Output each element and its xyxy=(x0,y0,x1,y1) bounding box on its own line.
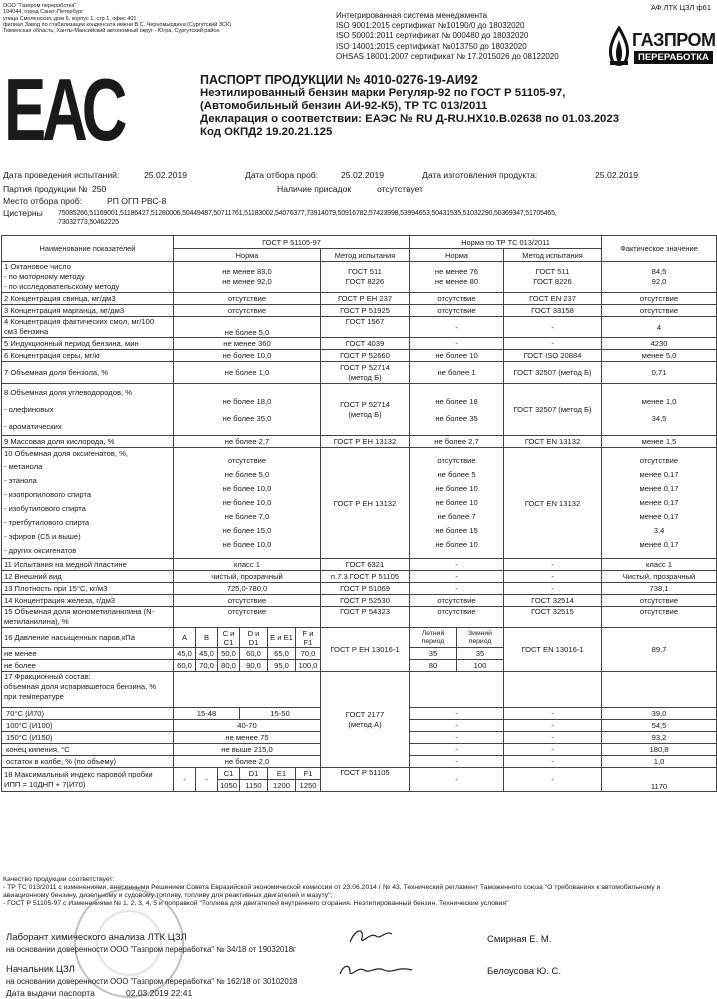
row-name: - эфиров (C5 и выше) xyxy=(4,532,81,541)
cert-line: ISO 14001:2015 сертификат №013750 до 18032020 xyxy=(336,41,527,51)
gost-method xyxy=(321,672,410,768)
gost-method: п.7.3 ГОСТ Р 51105 xyxy=(321,571,410,583)
row-name: 70°С (И70) xyxy=(2,708,174,720)
gost-norm: 60,0 xyxy=(174,660,196,672)
fact-value: менее 0,17 xyxy=(639,512,679,521)
logo-main-text: ГАЗПРОМ xyxy=(632,30,716,50)
table-row xyxy=(2,262,717,293)
volatility-class: E1 xyxy=(268,768,296,780)
volatility-class: В xyxy=(196,628,218,648)
header-norm: Норма xyxy=(410,249,504,262)
lab-signature-icon xyxy=(346,924,396,950)
fact-value: 0,71 xyxy=(602,362,717,384)
gost-norm: не более 18,0 xyxy=(222,396,272,406)
table-row xyxy=(2,305,717,317)
table-row xyxy=(2,607,717,628)
fact-value: 1170 xyxy=(602,768,717,792)
fact-value: менее 0,17 xyxy=(639,470,679,479)
fact-value: 4230 xyxy=(602,338,717,350)
tr-norm: - xyxy=(410,744,504,756)
table-row xyxy=(2,362,717,384)
tr-method: ГОСТ ISO 20884 xyxy=(504,350,602,362)
gost-norm: 70,0 xyxy=(296,648,321,660)
tr-norm: не более 5 xyxy=(437,470,476,479)
footnote-heading: Качество продукции соответствует: xyxy=(3,876,115,883)
tr-method: - xyxy=(504,338,602,350)
gost-method: ГОСТ 1567 xyxy=(321,317,410,338)
row-name: метиланилина), % xyxy=(4,617,69,626)
head-signature-icon xyxy=(336,958,416,982)
table-row xyxy=(2,571,717,583)
row-name: 4 Концентрация фактических смол, мг/100 xyxy=(4,317,155,326)
gost-norm: 80,0 xyxy=(218,660,240,672)
document-id: АФ.ЛТК ЦЗЛ ф61 xyxy=(650,3,711,12)
head-signer-name: Белоусова Ю. С. xyxy=(487,966,562,977)
empty-cell xyxy=(410,672,504,708)
lab-signer-name: Смирная Е. М. xyxy=(487,934,552,945)
footnote-line: авиационному бензину, дизельному и судовому топливу, топливу для реактивных двигателей и мазуту"; xyxy=(3,892,333,899)
gost-norm: 1250 xyxy=(296,780,321,792)
row-name: - ароматических xyxy=(4,421,62,431)
row-name: 8 Объемная доля углеводородов, % xyxy=(4,387,132,397)
header-line: Неэтилированный бензин марки Регуляр-92 по ГОСТ Р 51105-97, xyxy=(200,87,566,99)
table-row xyxy=(2,628,717,648)
table-row xyxy=(2,595,717,607)
issue-date: 02.03.2019 22:41 xyxy=(126,988,193,998)
flame-icon xyxy=(604,26,634,70)
gost-norm: 60,0 xyxy=(240,648,268,660)
tanks-list: 75085266,51169001,51186427,51280006,50449487,50711761,51183002,54076377,73914079,50916782,57423998,53994653,50431535,51032290,50369347,51705465, xyxy=(58,210,557,217)
tr-method: ГОСТ 32507 (метод Б) xyxy=(504,362,602,384)
gost-norm: 45,0 xyxy=(196,648,218,660)
gost-norm: 1150 xyxy=(240,780,268,792)
empty-cell xyxy=(174,672,321,708)
gost-norm: отсутствие xyxy=(174,607,321,628)
gost-method: ГОСТ 6321 xyxy=(321,559,410,571)
product-meta xyxy=(3,170,715,228)
tr-norm: отсутствие xyxy=(410,293,504,305)
company-line: улица Смоленская, дом 6, корпус 1, стр 1, офис 401 xyxy=(3,15,137,22)
tr-norm: не более 10 xyxy=(410,350,504,362)
additives-label: Наличие присадок xyxy=(277,184,352,194)
gost-method: ГОСТ Р 52714 xyxy=(340,362,390,372)
tr-method: - xyxy=(504,768,602,792)
row-name: 12 Внешний вид xyxy=(2,571,174,583)
gost-norm: не более 2,0 xyxy=(174,756,321,768)
row-name: 3 Концентрация марганца, мг/дм3 xyxy=(2,305,174,317)
volatility-class: D1 xyxy=(240,768,268,780)
gost-method: ГОСТ Р ЕН 13132 xyxy=(321,448,410,559)
gost-norm: 70,0 xyxy=(196,660,218,672)
tr-method: - xyxy=(504,583,602,595)
certifications xyxy=(336,11,586,62)
row-name: остаток в колбе, % (по объему) xyxy=(2,756,174,768)
tr-norm: не более 10 xyxy=(435,540,478,549)
tr-norm: не более 35 xyxy=(435,413,478,423)
gost-method: ГОСТ Р 54323 xyxy=(321,607,410,628)
fact-value: 4 xyxy=(602,317,717,338)
header-line: (Автомобильный бензин АИ-92-К5), ТР ТС 013/2011 xyxy=(200,100,488,112)
passport-header xyxy=(200,74,620,139)
fact-value: менее 1,5 xyxy=(602,436,717,448)
tr-norm: - xyxy=(410,768,504,792)
tr-norm: отсутствие xyxy=(410,607,504,628)
fact-value: отсутствие xyxy=(602,595,717,607)
tr-method: ГОСТ EN 237 xyxy=(504,293,602,305)
row-name: - третбутилового спирта xyxy=(4,518,90,527)
gost-norm: 725,0-780,0 xyxy=(174,583,321,595)
gost-method: ГОСТ Р 51925 xyxy=(321,305,410,317)
tr-norm: не более 1 xyxy=(410,362,504,384)
gost-norm: 50,0 xyxy=(218,648,240,660)
table-row xyxy=(2,317,717,338)
volatility-class: С и С1 xyxy=(218,628,240,648)
gost-norm: - xyxy=(196,768,218,792)
gost-norm: чистый, прозрачный xyxy=(174,571,321,583)
row-name: при температуре xyxy=(4,692,64,701)
tr-norm: отсутствие xyxy=(437,456,476,465)
gost-norm: не выше 215,0 xyxy=(174,744,321,756)
row-name: 100°С (И100) xyxy=(2,720,174,732)
summer-period: Летний период xyxy=(410,628,457,648)
fact-value: 93,2 xyxy=(602,732,717,744)
fact-value: 84,5 xyxy=(651,267,667,276)
gost-method: ГОСТ Р 51105 xyxy=(321,768,410,792)
fact-value: 3,4 xyxy=(653,526,665,535)
gost-norm: класс 1 xyxy=(174,559,321,571)
volatility-class: Е и Е1 xyxy=(268,628,296,648)
table-row xyxy=(2,436,717,448)
tr-method: - xyxy=(504,744,602,756)
fact-value: менее 0,17 xyxy=(639,540,679,549)
fact-value: менее 1,0 xyxy=(641,396,677,406)
volatility-class: А xyxy=(174,628,196,648)
gost-method: ГОСТ 8226 xyxy=(345,277,385,286)
fact-value: 89,7 xyxy=(602,628,717,672)
row-name: 150°С (И150) xyxy=(2,732,174,744)
gost-norm: не более 10,0 xyxy=(174,350,321,362)
gost-norm: 95,0 xyxy=(268,660,296,672)
row-name: - по моторному методу xyxy=(4,272,85,281)
quality-table xyxy=(1,235,717,792)
volatility-class: D и D1 xyxy=(240,628,268,648)
row-name: 9 Массовая доля кислорода, % xyxy=(2,436,174,448)
row-name: 11 Испытания на медной пластине xyxy=(2,559,174,571)
gost-method: ГОСТ Р 51069 xyxy=(321,583,410,595)
row-name: - этанола xyxy=(4,476,37,485)
head-title: Начальник ЦЗЛ xyxy=(6,964,75,975)
gost-method: (метод А) xyxy=(348,719,382,729)
gost-method: (метод Б) xyxy=(348,372,382,382)
row-name: 13 Плотность при 15°С, кг/м3 xyxy=(2,583,174,595)
tr-method: - xyxy=(504,720,602,732)
row-name: - изобутилового спирта xyxy=(4,504,86,513)
tr-norm: не более 2,7 xyxy=(410,436,504,448)
tr-method: ГОСТ 32514 xyxy=(504,595,602,607)
sample-date: 25.02.2019 xyxy=(341,170,385,180)
gost-method: ГОСТ Р 52714 xyxy=(340,399,390,409)
row-name: 17 Фракционный состав: xyxy=(4,672,91,681)
tr-method: ГОСТ 32515 xyxy=(504,607,602,628)
row-name: объемная доля испарившегося бензина, % xyxy=(4,682,157,691)
row-name: не более xyxy=(2,660,174,672)
tr-method: ГОСТ 511 xyxy=(535,267,570,276)
gost-norm: не более 10,0 xyxy=(222,540,272,549)
tr-norm: - xyxy=(410,583,504,595)
tr-norm: - xyxy=(410,571,504,583)
tr-norm: не более 15 xyxy=(435,526,478,535)
empty-cell xyxy=(504,672,602,708)
tr-method: ГОСТ EN 13132 xyxy=(504,436,602,448)
header-norm: Норма xyxy=(174,249,321,262)
tr-norm: - xyxy=(410,317,504,338)
test-date-label: Дата проведения испытаний: xyxy=(3,170,120,180)
company-line: филиал Завод по стабилизации конденсата имени В.С. Черномырдина (Сургутский ЗСК) xyxy=(3,21,232,28)
gost-norm: - xyxy=(174,768,196,792)
gost-method: ГОСТ 2177 xyxy=(345,709,385,719)
tr-norm: не менее 80 xyxy=(434,277,479,286)
gost-norm: отсутствие xyxy=(174,305,321,317)
gost-norm: 65,0 xyxy=(268,648,296,660)
tr-norm: 35 xyxy=(457,648,504,660)
header-fact: Фактическое значение xyxy=(602,236,717,262)
gost-norm: не более 1,0 xyxy=(174,362,321,384)
gost-method: ГОСТ Р ЕН 237 xyxy=(321,293,410,305)
gost-norm: 1200 xyxy=(268,780,296,792)
row-name: 10 Объемная доля оксигенатов, %, xyxy=(4,449,129,458)
gost-norm: не менее 92,0 xyxy=(222,277,272,286)
tr-norm: - xyxy=(410,756,504,768)
fact-value: отсутствие xyxy=(602,305,717,317)
issue-label: Дата выдачи паспорта xyxy=(6,988,95,998)
place-value: РП ОГП РВС-8 xyxy=(107,196,167,206)
tr-method: - xyxy=(504,317,602,338)
made-date-label: Дата изготовления продукта: xyxy=(422,170,538,180)
fact-value: 34,5 xyxy=(651,413,667,423)
gost-norm: не более 10,0 xyxy=(222,484,272,493)
tr-norm: не менее 76 xyxy=(434,267,479,276)
header-tr: Норма по ТР ТС 013/2011 xyxy=(410,236,602,249)
gost-norm: 45,0 xyxy=(174,648,196,660)
fact-value: менее 0,17 xyxy=(639,498,679,507)
gazprom-logo xyxy=(604,24,716,76)
tr-norm: - xyxy=(410,338,504,350)
tr-norm: 80 xyxy=(410,660,457,672)
fact-value: 1,0 xyxy=(602,756,717,768)
tr-norm: не более 7 xyxy=(437,512,476,521)
gost-method: (метод Б) xyxy=(348,409,382,419)
row-name: конец кипения, °С xyxy=(2,744,174,756)
fact-value: менее 0,17 xyxy=(639,484,679,493)
additives-value: отсутствует xyxy=(377,184,424,194)
gost-method: ГОСТ Р ЕН 13016-1 xyxy=(321,628,410,672)
row-name: - других оксигенатов xyxy=(4,546,77,555)
gost-norm: 90,0 xyxy=(240,660,268,672)
fact-value: отсутствие xyxy=(639,456,679,465)
header-line: Код ОКПД2 19.20.21.125 xyxy=(200,126,333,138)
gost-method: ГОСТ Р 52660 xyxy=(321,350,410,362)
row-name: 2 Концентрация свинца, мг/дм3 xyxy=(2,293,174,305)
row-name: 14 Концентрация железа, г/дм3 xyxy=(2,595,174,607)
footnote-line: - ТР ТС 013/2011 с изменениями, внесенными Решением Совета Евразийской экономической комиссии от 23.06.2014 г № 43, Технический регламент Таможенного союза "О требованиях к автомобильному и xyxy=(3,884,661,891)
signatures-block xyxy=(6,932,711,998)
gost-norm: не менее 75 xyxy=(174,732,321,744)
gost-norm: 1050 xyxy=(218,780,240,792)
table-row xyxy=(2,338,717,350)
company-line: 194044, город Санкт-Петербург xyxy=(3,9,84,16)
tr-method: ГОСТ EN 13132 xyxy=(504,448,602,559)
row-name: 1 Октановое число xyxy=(4,262,71,271)
gost-method: ГОСТ 4039 xyxy=(321,338,410,350)
tr-norm: - xyxy=(410,732,504,744)
row-name: - изопропилового спирта xyxy=(4,490,92,499)
test-date: 25.02.2019 xyxy=(144,170,188,180)
row-name: - по исследовательскому методу xyxy=(4,282,120,291)
row-name: 18 Максимальный индекс паровой пробки xyxy=(4,769,153,779)
company-line: Тюменская область, Ханты-Мансийский автономный округ - Югра, Сургутский район xyxy=(3,28,220,35)
tr-method: - xyxy=(504,571,602,583)
gost-norm: не более 15,0 xyxy=(222,526,272,535)
row-name: 7 Объемная доля бензола, % xyxy=(2,362,174,384)
tr-norm: не более 18 xyxy=(435,396,478,406)
row-name: не менее xyxy=(2,648,174,660)
fact-value: Чистый, прозрачный xyxy=(602,571,717,583)
sample-date-label: Дата отбора проб: xyxy=(245,170,319,180)
tr-method: ГОСТ 32507 (метод Б) xyxy=(504,384,602,436)
tr-norm: - xyxy=(410,708,504,720)
gost-norm: не более 7,0 xyxy=(224,512,270,521)
table-row xyxy=(2,293,717,305)
row-name: 5 Индукционный период бензина, мин xyxy=(2,338,174,350)
gost-norm: отсутствие xyxy=(227,456,267,465)
gost-method: ГОСТ Р ЕН 13132 xyxy=(321,436,410,448)
table-row xyxy=(2,583,717,595)
fact-value: менее 5,0 xyxy=(602,350,717,362)
tr-norm: - xyxy=(410,559,504,571)
gost-norm: не более 10,0 xyxy=(222,498,272,507)
header-method: Метод испытания xyxy=(504,249,602,262)
row-name: см3 бензина xyxy=(4,327,49,336)
fact-value: 738,1 xyxy=(602,583,717,595)
tr-norm: - xyxy=(410,720,504,732)
tr-method: ГОСТ EN 13016-1 xyxy=(504,628,602,672)
fact-value: отсутствие xyxy=(602,293,717,305)
gost-norm: не более 2,7 xyxy=(174,436,321,448)
fact-value: 180,8 xyxy=(602,744,717,756)
row-name: 15 Объемная доля монометиланилина (N- xyxy=(4,607,155,616)
gost-norm: не менее 360 xyxy=(174,338,321,350)
cert-line: OHSAS 18001:2007 сертификат № 17.2015026 до 08122020 xyxy=(336,51,559,61)
row-name: ИПП = 10ДНП + 7(И70) xyxy=(4,779,86,789)
logo-sub-text: ПЕРЕРАБОТКА xyxy=(634,51,713,64)
header-name: Наименование показателей xyxy=(2,236,174,262)
tr-method: - xyxy=(504,732,602,744)
gost-norm: не менее 83,0 xyxy=(222,267,272,276)
gost-norm: не более 5,0 xyxy=(174,317,321,338)
company-line: ООО "Газпром переработка" xyxy=(3,3,77,9)
footnote-line: - ГОСТ Р 51105-97 с Изменениями № 1, 2, 3, 4, 5 и поправкой "Топлива для двигателей внутреннего сгорания. Неэтилированный бензин. Технические условия" xyxy=(3,900,509,907)
fact-value: 54,5 xyxy=(602,720,717,732)
head-basis: на основании доверенности ООО "Газпром переработка" № 162/18 от 30102018 xyxy=(6,977,298,986)
tr-norm: 35 xyxy=(410,648,457,660)
volatility-class: F и F1 xyxy=(296,628,321,648)
page-title: ПАСПОРТ ПРОДУКЦИИ № 4010-0276-19-АИ92 xyxy=(200,73,478,87)
gost-method: ГОСТ 511 xyxy=(348,267,382,276)
gost-norm: 15-48 xyxy=(174,708,240,720)
tr-method: - xyxy=(504,708,602,720)
table-row xyxy=(2,672,717,708)
header-line: Декларация о соответствии: ЕАЭС № RU Д-RU.НХ10.В.02638 по 01.03.2023 xyxy=(200,113,620,125)
tr-method: ГОСТ 33158 xyxy=(504,305,602,317)
table-row xyxy=(2,384,717,436)
fact-value: 39,0 xyxy=(602,708,717,720)
table-row xyxy=(2,448,717,559)
cert-line: ISO 9001:2015 сертификат №10190/0 до 18032020 xyxy=(336,21,525,31)
header-gost: ГОСТ Р 51105-97 xyxy=(174,236,410,249)
header-method: Метод испытания xyxy=(321,249,410,262)
lab-basis: на основании доверенности ООО "Газпром переработка" № 34/18 от 19032018г xyxy=(6,945,296,954)
tr-norm: не более 10 xyxy=(435,498,478,507)
tr-method: - xyxy=(504,559,602,571)
winter-period: Зимний период xyxy=(457,628,504,648)
volatility-class: F1 xyxy=(296,768,321,780)
gost-norm: 100,0 xyxy=(296,660,321,672)
table-row xyxy=(2,559,717,571)
gost-norm: отсутствие xyxy=(174,595,321,607)
row-name: - олефиновых xyxy=(4,404,54,414)
gost-norm: не более 35,0 xyxy=(222,413,272,423)
cert-line: ISO 50001:2011 сертификат № 000480 до 18032020 xyxy=(336,31,529,41)
eac-mark: ЕАС xyxy=(4,60,124,159)
cert-line: Интегрированная система менеджмента xyxy=(336,11,488,20)
fact-value: 92,0 xyxy=(651,277,667,286)
gost-norm: не более 5,0 xyxy=(224,470,270,479)
table-header xyxy=(2,236,717,249)
place-label: Место отбора проб: xyxy=(3,196,83,206)
batch-label: Партия продукции № xyxy=(3,184,88,194)
batch-number: 250 xyxy=(92,184,107,194)
row-name: 6 Концентрация серы, мг/кг xyxy=(2,350,174,362)
tr-norm: не более 10 xyxy=(435,484,478,493)
gost-norm: отсутствие xyxy=(174,293,321,305)
table-row xyxy=(2,350,717,362)
volatility-class: C1 xyxy=(218,768,240,780)
fact-value: класс 1 xyxy=(602,559,717,571)
table-row xyxy=(2,768,717,780)
tanks-list: 73032773,50462225 xyxy=(58,219,119,226)
tr-norm: отсутствие xyxy=(410,305,504,317)
made-date: 25.02.2019 xyxy=(595,170,639,180)
gost-norm: 15-50 xyxy=(240,708,321,720)
tanks-label: Цистерны xyxy=(3,208,43,218)
gost-method: ГОСТ Р 52530 xyxy=(321,595,410,607)
row-name: - метанола xyxy=(4,462,43,471)
fact-value: отсутствие xyxy=(602,607,717,628)
gost-norm: 40-70 xyxy=(174,720,321,732)
lab-title: Лаборант химического анализа ЛТК ЦЗЛ xyxy=(6,932,187,943)
empty-cell xyxy=(602,672,717,708)
tr-method: - xyxy=(504,756,602,768)
tr-norm: отсутствие xyxy=(410,595,504,607)
company-info xyxy=(3,3,303,34)
tr-norm: 100 xyxy=(457,660,504,672)
row-name: 16 Давление насыщенных паров,кПа xyxy=(2,628,174,648)
tr-method: ГОСТ 8226 xyxy=(533,277,572,286)
